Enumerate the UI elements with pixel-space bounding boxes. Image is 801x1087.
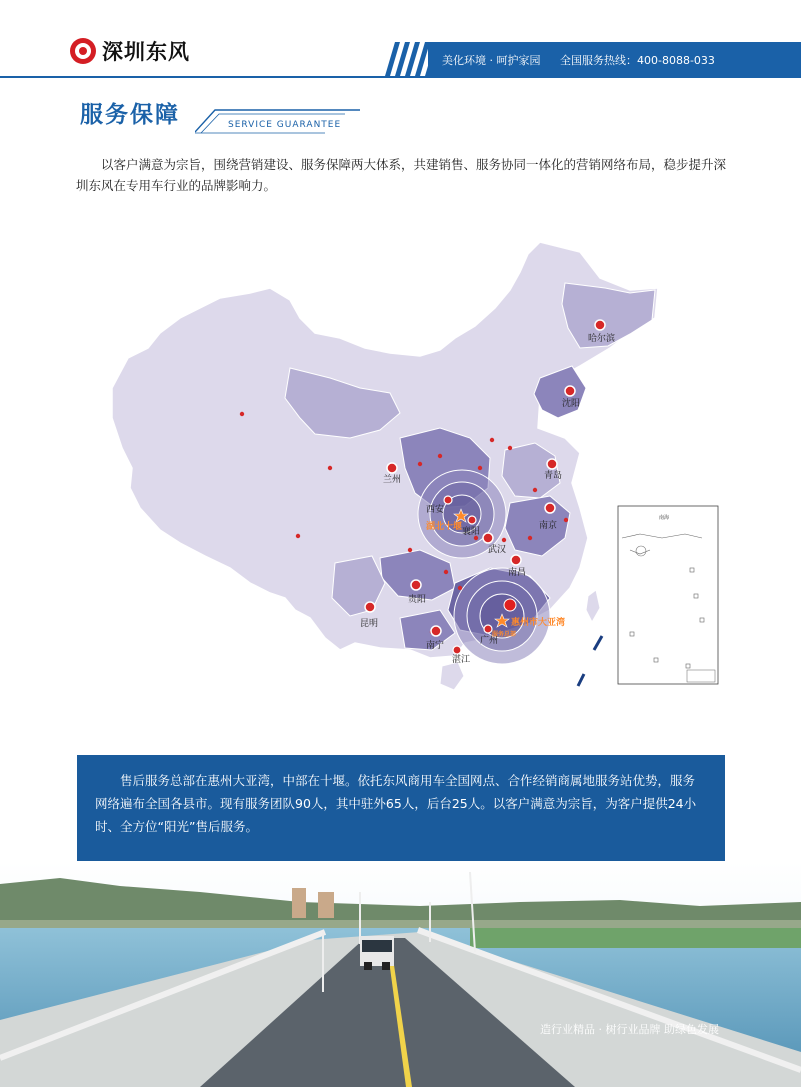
city-dot-qingdao — [547, 459, 557, 469]
page-header — [0, 0, 801, 78]
city-dot-kunming — [365, 602, 375, 612]
section-title: 服务保障 — [80, 102, 180, 128]
city-label-huizhou: 惠州市大亚湾 — [511, 618, 566, 628]
city-label-nanning: 南宁 — [426, 641, 445, 651]
city-label-wuhan: 武汉 — [488, 545, 507, 555]
intro-paragraph: 以客户满意为宗旨，围绕营销建设、服务保障两大体系，共建销售、服务协同一体化的营销网络布局，稳步提升深圳东风在专用车行业的品牌影响力。 — [76, 157, 727, 193]
china-service-network-map — [110, 238, 750, 698]
city-label-guiyang: 贵阳 — [408, 595, 427, 605]
city-dot-guangzhou — [484, 625, 492, 633]
city-dot-nanjing — [545, 503, 555, 513]
city-dot-hq — [504, 599, 516, 611]
header-divider — [0, 76, 801, 78]
city-label-hq-small: 服务总部 — [492, 631, 517, 638]
dongfeng-logo-icon — [70, 38, 96, 64]
city-label-shenyang: 沈阳 — [562, 399, 581, 409]
footer-slogan: 造行业精品 · 树行业品牌 助绿色发展 — [540, 1023, 719, 1036]
south-china-sea-inset — [618, 506, 718, 684]
city-dot-lanzhou — [387, 463, 397, 473]
china-map-shape — [112, 242, 658, 690]
city-dot-harbin — [595, 320, 605, 330]
city-label-qingdao: 青岛 — [544, 471, 563, 481]
city-dot-wuhan — [483, 533, 493, 543]
brand-logo — [70, 36, 190, 66]
section-title-en: SERVICE GUARANTEE — [228, 120, 342, 130]
city-label-zhanjiang: 湛江 — [452, 655, 471, 665]
city-label-harbin: 哈尔滨 — [588, 334, 616, 344]
header-bar — [428, 42, 801, 76]
city-dot-guiyang — [411, 580, 421, 590]
city-dot-nanning — [431, 626, 441, 636]
city-dot-xian — [444, 496, 452, 504]
city-dot-nanchang — [511, 555, 521, 565]
brand-name: 深圳东风 — [102, 39, 190, 64]
city-label-lanzhou: 兰州 — [383, 475, 402, 485]
city-dot-zhanjiang — [453, 646, 461, 654]
city-label-nanjing: 南京 — [539, 521, 558, 531]
city-label-xian: 西安 — [426, 505, 445, 515]
city-label-guangzhou: 广州 — [480, 636, 499, 646]
city-label-kunming: 昆明 — [360, 619, 379, 629]
city-dot-shenyang — [565, 386, 575, 396]
city-label-xiangyang: 襄阳 — [462, 527, 481, 537]
inset-title: 南海 — [659, 515, 670, 521]
city-dot-xiangyang — [468, 516, 476, 524]
bridge-road-photo — [0, 862, 801, 1087]
city-label-nanchang: 南昌 — [508, 568, 527, 578]
after-sales-info-box: 售后服务总部在惠州大亚湾，中部在十堰。依托东风商用车全国网点、合作经销商属地服务站优势，服务网络遍布全国各县市。现有服务团队90人，其中驻外65人，后台25人。以客户满意为宗旨，为客户提供24小时、全方位“阳光”售后服务。 — [77, 755, 725, 861]
header-tagline: 美化环境 · 呵护家园 — [442, 54, 541, 67]
city-label-hubei-shiyan: 湖北十堰 — [426, 522, 463, 532]
header-hotline: 全国服务热线：400-8088-033 — [560, 54, 715, 67]
